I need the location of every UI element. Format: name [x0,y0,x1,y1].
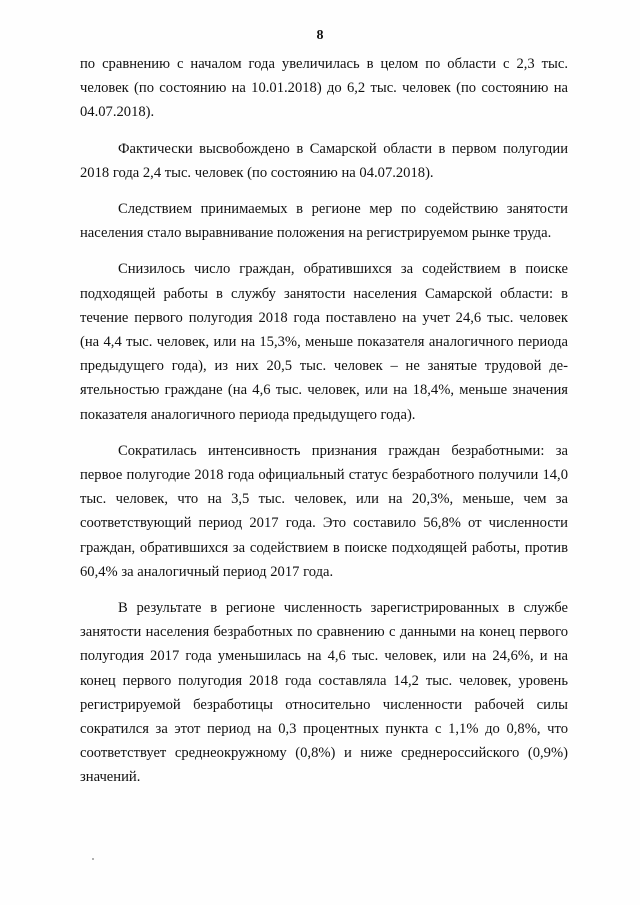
scan-speck [92,858,94,860]
paragraph-continuation: по сравнению с началом года увеличилась в целом по области с 2,3 тыс. человек (по состоянию на 10.01.2018) до 6,2 тыс. человек (по состоянию на 04.07.2018). [80,56,568,121]
paragraph-registered-unemployment: В результате в регионе численность зарегистрированных в службе занятости населения безработных по сравнению с данными на конец первого полугодия 2017 года уменьшилась на 4,6 тыс. человек, или на 24,6%, и на конец первого полугодия 2018 года составляла 14,2 тыс. человек, уровень регистрируемой безработицы относительно численности рабочей силы сократился за этот период на 0,3 процентных пункта с 1,1% до 0,8%, что соответствует среднеокружному (0,8%) и ниже среднероссийского (0,9%) значений. [80,600,568,786]
paragraph-job-seekers-decline: Снизилось число граждан, обратившихся за содействием в поиске подходящей работы в службу занятости населения Самарской области: в течение первого полугодия 2018 года поставлено на учет 24,6 тыс. человек (на 4,4 тыс. человек, или на 15,3%, меньше показателя аналогичного периода предыдущего года), из них 20,5 тыс. человек – не занятые трудовой деятельностью граждане (на 4,6 тыс. человек, или на 18,4%, меньше значения показателя аналогичного периода предыдущего года). [80,261,568,423]
paragraph-released-workers: Фактически высвобождено в Самарской области в первом полугодии 2018 года 2,4 тыс. человек (по состоянию на 04.07.2018). [80,140,568,181]
page-number: 8 [316,28,324,43]
document-body [80,52,568,802]
paragraph-unemployed-recognition: Сократилась интенсивность признания граждан безработными: за первое полугодие 2018 года официальный статус безработного получили 14,0 тыс. человек, что на 3,5 тыс. человек, или на 20,3%, меньше, чем за соответствующий период 2017 года. Это составило 56,8% от численности граждан, обратившихся за содействием в поиске подходящей работы, против 60,4% за аналогичный период 2017 года. [80,442,568,580]
paragraph-labor-market-balance: Следствием принимаемых в регионе мер по содействию занятости населения стало выравнивание положения на регистрируемом рынке труда. [80,201,568,242]
